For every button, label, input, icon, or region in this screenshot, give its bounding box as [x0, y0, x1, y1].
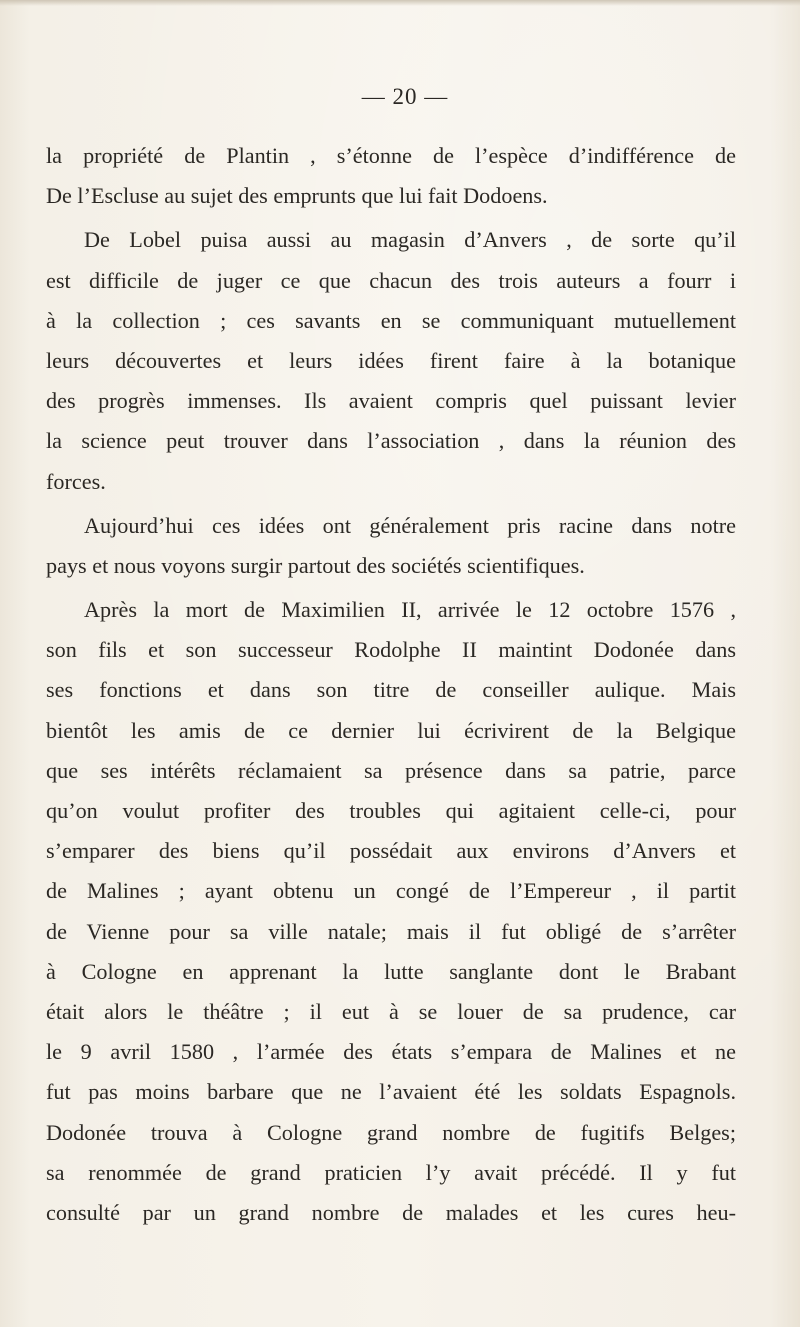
text-line: de Malines ; ayant obtenu un congé de l’Empereur , il partit — [46, 878, 736, 904]
text-line: Aujourd’hui ces idées ont généralement pris racine dans notre — [84, 512, 736, 538]
text-line: fut pas moins barbare que ne l’avaient été les soldats Espagnols. — [46, 1079, 736, 1105]
paragraph-3 — [46, 506, 736, 586]
text-line: ses fonctions et dans son titre de conseiller aulique. Mais — [46, 677, 736, 703]
text-line: à la collection ; ces savants en se communiquant mutuellement — [46, 307, 736, 333]
text-line: bientôt les amis de ce dernier lui écrivirent de la Belgique — [46, 717, 736, 743]
text-line: De l’Escluse au sujet des emprunts que lui fait Dodoens. — [46, 183, 548, 209]
body-text — [46, 136, 736, 1233]
text-line: De Lobel puisa aussi au magasin d’Anvers , de sorte qu’il — [84, 227, 736, 253]
text-line: à Cologne en apprenant la lutte sanglante dont le Brabant — [46, 958, 736, 984]
text-line: la propriété de Plantin , s’étonne de l’espèce d’indifférence de — [46, 143, 736, 168]
page-top-edge — [0, 0, 800, 6]
text-line: de Vienne pour sa ville natale; mais il fut obligé de s’arrêter — [46, 918, 736, 944]
paragraph-2 — [46, 220, 736, 501]
text-line: leurs découvertes et leurs idées firent faire à la botanique — [46, 347, 736, 373]
page-number: — 20 — — [361, 84, 449, 109]
paragraph-4 — [46, 590, 736, 1233]
text-line: pays et nous voyons surgir partout des sociétés scientifiques. — [46, 552, 585, 578]
text-line: qu’on voulut profiter des troubles qui agitaient celle-ci, pour — [46, 798, 736, 823]
text-line: Après la mort de Maximilien II, arrivée le 12 octobre 1576 , — [84, 597, 736, 623]
text-line: consulté par un grand nombre de malades et les cures heu- — [46, 1199, 736, 1225]
paragraph-1 — [46, 136, 736, 216]
text-line: forces. — [46, 468, 106, 494]
text-line: la science peut trouver dans l’association , dans la réunion des — [46, 428, 736, 454]
text-line: son fils et son successeur Rodolphe II maintint Dodonée dans — [46, 637, 736, 663]
text-line: s’emparer des biens qu’il possédait aux environs d’Anvers et — [46, 838, 736, 864]
text-line: des progrès immenses. Ils avaient compris quel puissant levier — [46, 388, 736, 414]
text-line: est difficile de juger ce que chacun des trois auteurs a fourr i — [46, 267, 736, 293]
text-line: le 9 avril 1580 , l’armée des états s’empara de Malines et ne — [46, 1039, 736, 1065]
text-line: Dodonée trouva à Cologne grand nombre de fugitifs Belges; — [46, 1119, 736, 1145]
text-line: était alors le théâtre ; il eut à se louer de sa prudence, car — [46, 998, 736, 1024]
text-line: sa renommée de grand praticien l’y avait précédé. Il y fut — [46, 1159, 736, 1185]
text-line: que ses intérêts réclamaient sa présence dans sa patrie, parce — [46, 757, 736, 783]
